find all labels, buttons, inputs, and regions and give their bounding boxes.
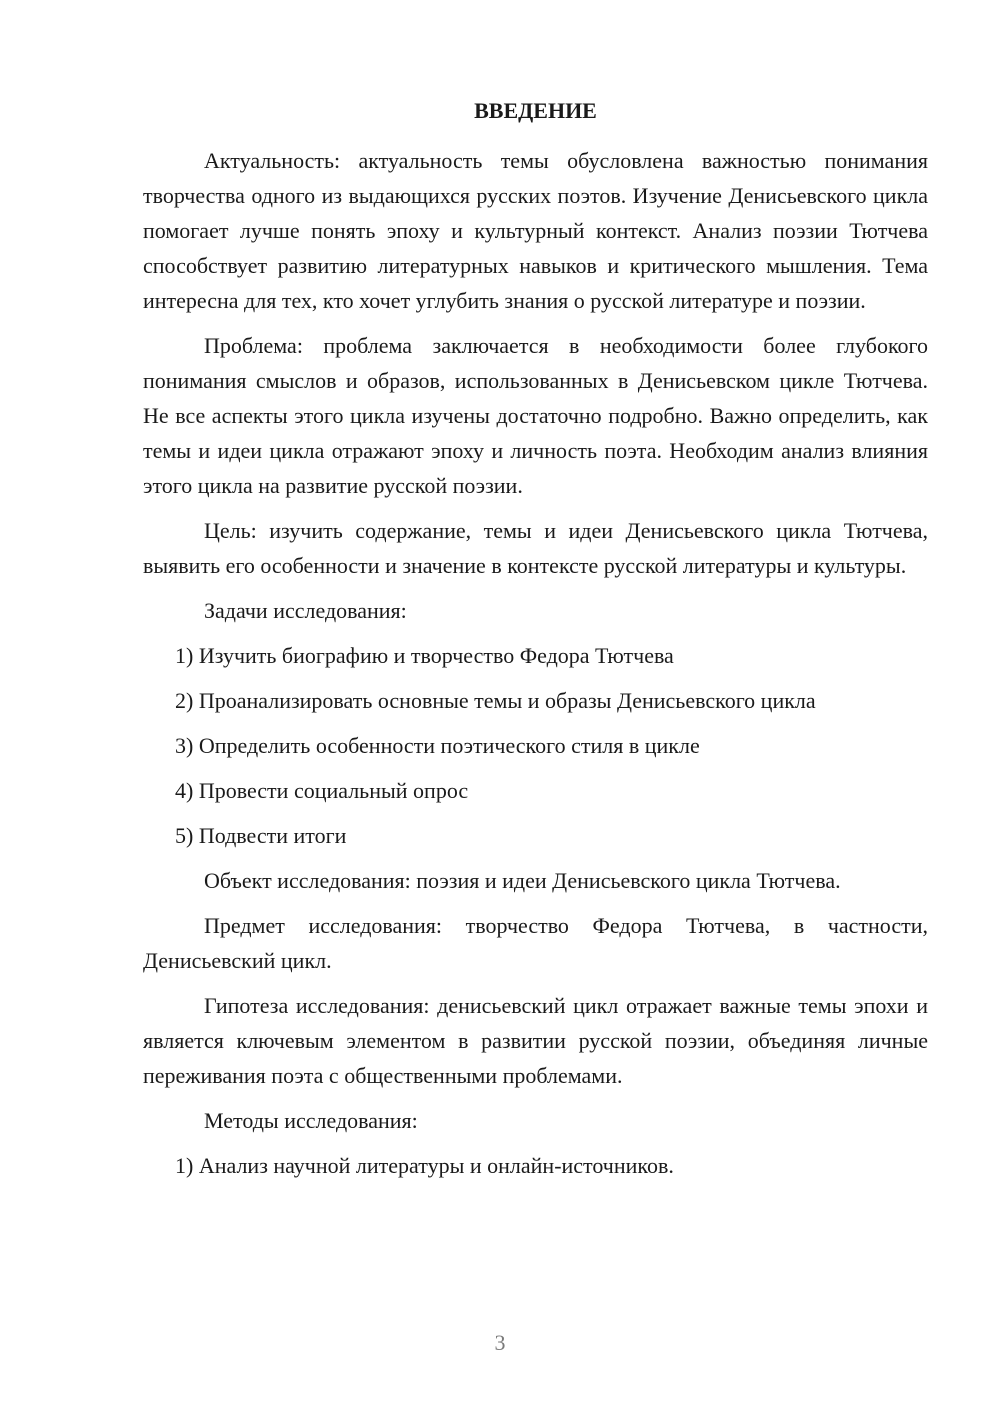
relevance-paragraph: Актуальность: актуальность темы обусловлена важностью понимания творчества одного из выдающихся русских поэтов. Изучение Денисьевского цикла помогает лучше понять эпоху и культурный контекст. Анализ поэзии Тютчева способствует развитию литературных навыков и критического мышления. Тема интересна для тех, кто хочет углубить знания о русской литературе и поэзии. — [143, 148, 928, 313]
task-item: 5) Подвести итоги — [175, 823, 347, 848]
tasks-title: Задачи исследования: — [204, 598, 407, 623]
task-item: 2) Проанализировать основные темы и образы Денисьевского цикла — [175, 688, 816, 713]
goal-paragraph: Цель: изучить содержание, темы и идеи Денисьевского цикла Тютчева, выявить его особенности и значение в контексте русской литературы и культуры. — [143, 518, 928, 578]
task-item: 4) Провести социальный опрос — [175, 778, 469, 803]
subject-paragraph: Предмет исследования: творчество Федора Тютчева, в частности, Денисьевский цикл. — [143, 913, 928, 973]
object-paragraph: Объект исследования: поэзия и идеи Денисьевского цикла Тютчева. — [204, 868, 841, 893]
page-content — [143, 95, 928, 1193]
page-number: 3 — [494, 1330, 506, 1355]
hypothesis-paragraph: Гипотеза исследования: денисьевский цикл отражает важные темы эпохи и является ключевым элементом в развитии русской поэзии, объединяя личные переживания поэта с общественными проблемами. — [143, 993, 928, 1088]
page-heading: ВВЕДЕНИЕ — [474, 98, 597, 123]
method-item: 1) Анализ научной литературы и онлайн-источников. — [175, 1153, 674, 1178]
methods-list — [143, 1148, 928, 1183]
methods-title: Методы исследования: — [204, 1108, 418, 1133]
task-item: 3) Определить особенности поэтического стиля в цикле — [175, 733, 700, 758]
problem-paragraph: Проблема: проблема заключается в необходимости более глубокого понимания смыслов и образов, использованных в Денисьевском цикле Тютчева. Не все аспекты этого цикла изучены достаточно подробно. Важно определить, как темы и идеи цикла отражают эпоху и личность поэта. Необходим анализ влияния этого цикла на развитие русской поэзии. — [143, 333, 928, 498]
task-item: 1) Изучить биографию и творчество Федора Тютчева — [175, 643, 674, 668]
tasks-list — [143, 638, 928, 853]
